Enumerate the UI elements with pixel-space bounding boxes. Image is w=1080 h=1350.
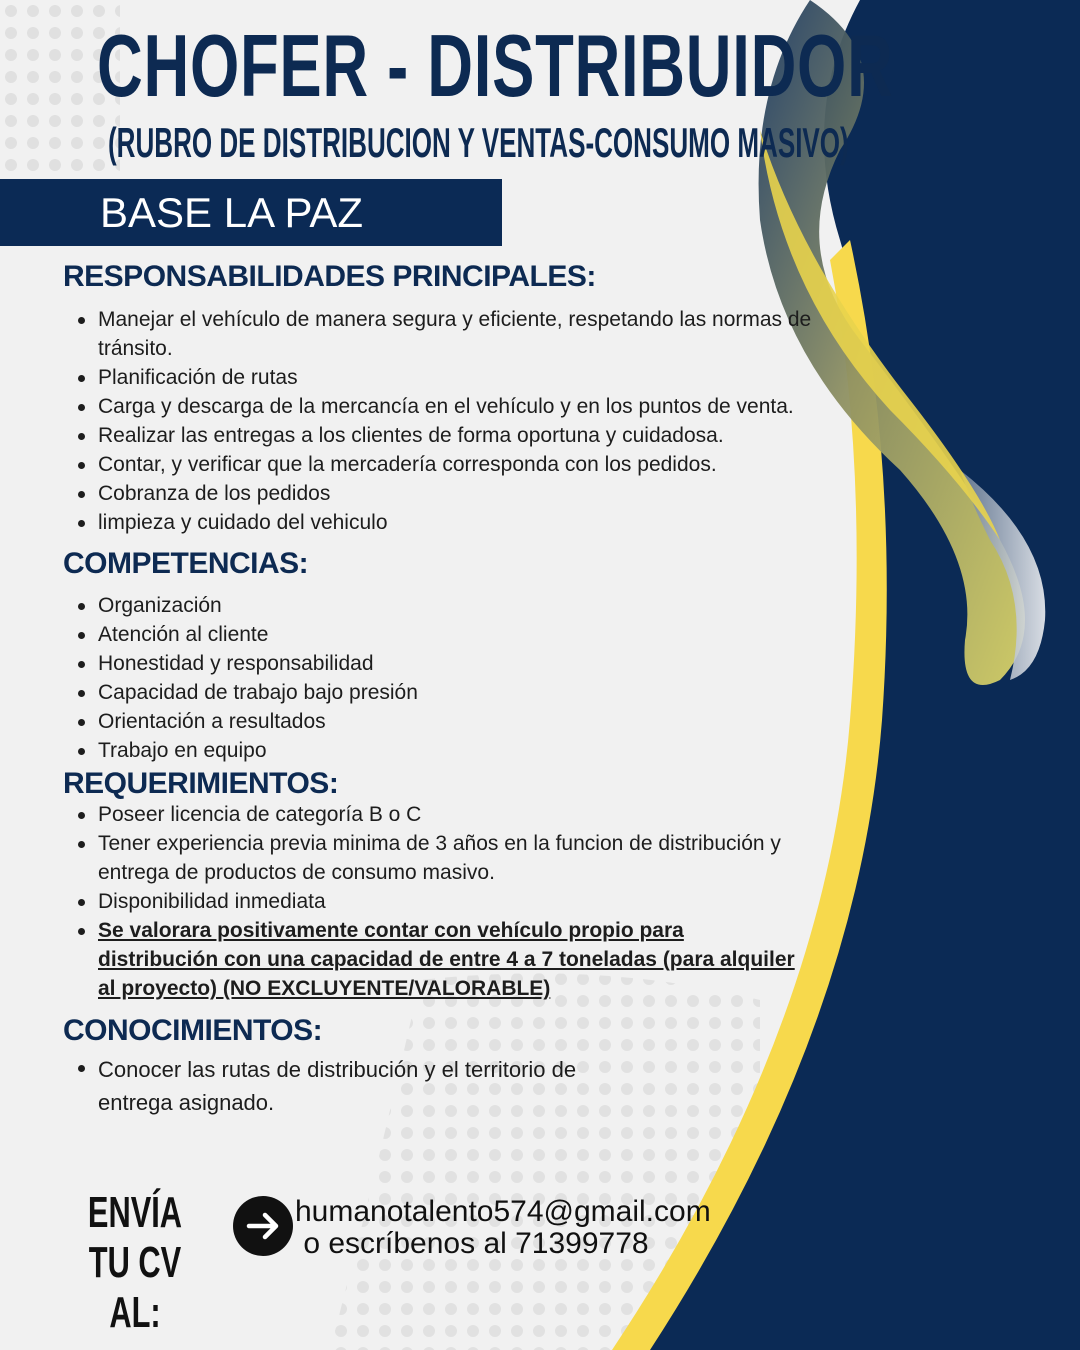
list-requerimientos — [70, 800, 800, 1003]
location-label: BASE LA PAZ — [100, 189, 364, 236]
list-responsabilidades — [70, 305, 830, 537]
contact-phone: o escríbenos al 71399778 — [295, 1227, 649, 1260]
list-item: Disponibilidad inmediata — [70, 887, 800, 916]
list-competencias — [70, 591, 770, 765]
list-item: Trabajo en equipo — [70, 736, 770, 765]
contact-info — [295, 1196, 711, 1260]
list-item: Conocer las rutas de distribución y el territorio de entrega asignado. — [70, 1053, 610, 1119]
location-banner — [0, 179, 502, 246]
list-item: limpieza y cuidado del vehiculo — [70, 508, 830, 537]
list-item: Realizar las entregas a los clientes de forma oportuna y cuidadosa. — [70, 421, 830, 450]
list-conocimientos — [70, 1053, 610, 1119]
section-heading-conocimientos: CONOCIMIENTOS: — [63, 1014, 323, 1047]
section-heading-responsabilidades: RESPONSABILIDADES PRINCIPALES: — [63, 260, 596, 293]
list-item: Honestidad y responsabilidad — [70, 649, 770, 678]
list-item: Capacidad de trabajo bajo presión — [70, 678, 770, 707]
send-cv-label — [40, 1188, 230, 1338]
list-item: Carga y descarga de la mercancía en el vehículo y en los puntos de venta. — [70, 392, 830, 421]
page-subtitle: (RUBRO DE DISTRIBUCION Y VENTAS-CONSUMO MASIVO) — [108, 119, 849, 166]
page-title: CHOFER - DISTRIBUIDOR — [97, 16, 894, 115]
list-item-highlight: Se valorara positivamente contar con vehículo propio para distribución con una capacidad de entre 4 a 7 toneladas (para alquiler al proyecto) (NO EXCLUYENTE/VALORABLE) — [70, 916, 800, 1003]
list-item: Organización — [70, 591, 770, 620]
list-item: Manejar el vehículo de manera segura y eficiente, respetando las normas de tránsito. — [70, 305, 830, 363]
list-item: Cobranza de los pedidos — [70, 479, 830, 508]
list-item: Poseer licencia de categoría B o C — [70, 800, 800, 829]
list-item: Atención al cliente — [70, 620, 770, 649]
send-cv-line2: AL: — [109, 1288, 161, 1337]
list-item: Planificación de rutas — [70, 363, 830, 392]
section-heading-competencias: COMPETENCIAS: — [63, 547, 309, 580]
arrow-right-icon — [233, 1196, 293, 1256]
list-item: Tener experiencia previa minima de 3 años en la funcion de distribución y entrega de productos de consumo masivo. — [70, 829, 800, 887]
contact-email[interactable]: humanotalento574@gmail.com — [295, 1195, 711, 1228]
section-heading-requerimientos: REQUERIMIENTOS: — [63, 767, 339, 800]
list-item: Orientación a resultados — [70, 707, 770, 736]
send-cv-line1: ENVÍA TU CV — [87, 1188, 183, 1287]
list-item: Contar, y verificar que la mercadería corresponda con los pedidos. — [70, 450, 830, 479]
